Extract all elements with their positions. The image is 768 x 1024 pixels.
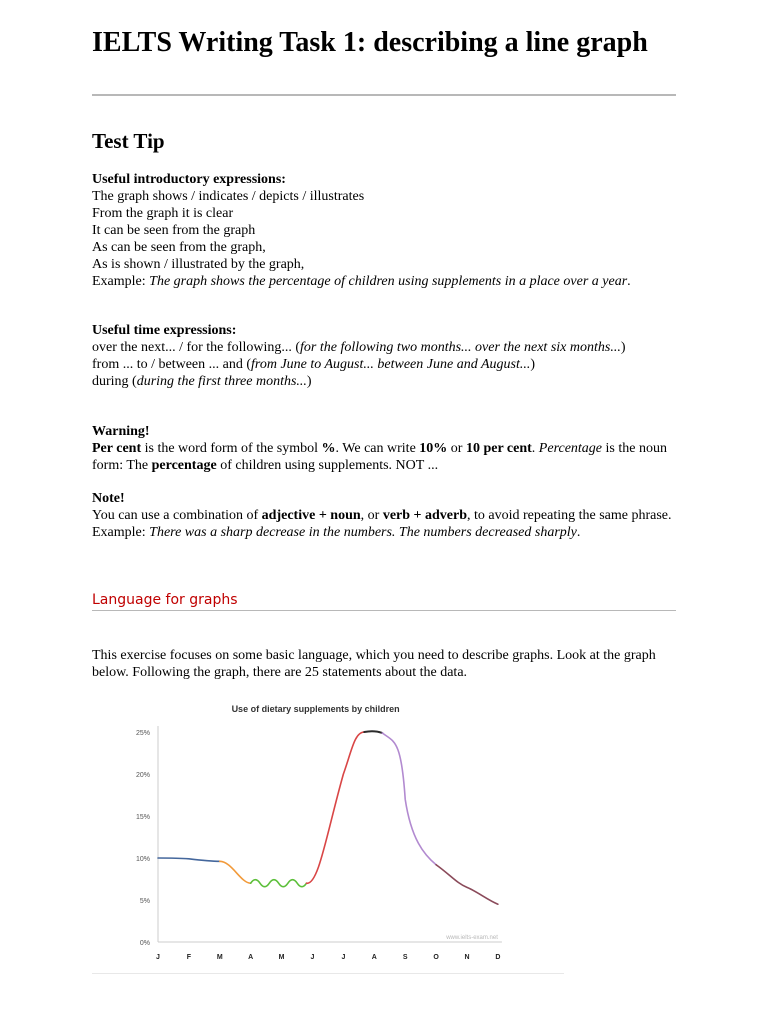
time-line: from ... to / between ... and (from June to August... between June and August...)	[92, 357, 536, 372]
warning-block	[92, 423, 676, 474]
x-tick-label: F	[186, 954, 192, 961]
time-line: during (during the first three months...)	[92, 374, 312, 389]
x-tick-label: J	[310, 954, 315, 961]
series-line-segment	[251, 880, 307, 887]
series-line-segment	[436, 865, 498, 904]
x-tick-label: A	[248, 954, 254, 961]
x-tick-label: J	[156, 954, 160, 961]
title-divider	[92, 94, 676, 96]
intro-example: Example: The graph shows the percentage of children using supplements in a place over a year.	[92, 274, 631, 289]
note-example: Example: There was a sharp decrease in the numbers. The numbers decreased sharply.	[92, 525, 581, 540]
x-tick-label: S	[402, 954, 408, 961]
y-tick-label: 0%	[139, 940, 150, 947]
note-block	[92, 490, 676, 541]
page-title: IELTS Writing Task 1: describing a line graph	[92, 27, 648, 58]
chart-watermark: www.ielts-exam.net	[446, 935, 498, 941]
note-text: You can use a combination of adjective + noun, or verb + adverb, to avoid repeating the same phrase.	[92, 508, 672, 523]
time-expressions	[92, 322, 676, 390]
intro-line: It can be seen from the graph	[92, 223, 256, 238]
x-tick-label: J	[341, 954, 346, 961]
x-tick-label: O	[433, 954, 439, 961]
y-tick-label: 5%	[139, 898, 150, 905]
exercise-intro: This exercise focuses on some basic language, which you need to describe graphs. Look at the graph below. Following the graph, there are 25 statements about the data.	[92, 648, 656, 680]
warning-text: Per cent is the word form of the symbol %. We can write 10% or 10 per cent. Percentage is the noun form: The percentage of children using supplements. NOT ...	[92, 441, 667, 473]
y-tick-label: 20%	[135, 772, 150, 779]
y-tick-label: 15%	[135, 814, 150, 821]
language-section-heading: Language for graphs	[92, 592, 238, 608]
note-heading: Note!	[92, 491, 125, 506]
test-tip-heading: Test Tip	[92, 129, 165, 153]
intro-line: As can be seen from the graph,	[92, 240, 266, 255]
time-heading: Useful time expressions:	[92, 323, 237, 338]
line-chart-svg	[92, 696, 564, 972]
x-tick-label: N	[464, 954, 470, 961]
series-line-segment	[382, 733, 436, 865]
intro-line: From the graph it is clear	[92, 206, 234, 221]
intro-expressions	[92, 171, 676, 290]
chart-title: Use of dietary supplements by children	[231, 704, 400, 714]
intro-heading: Useful introductory expressions:	[92, 172, 286, 187]
x-tick-label: D	[495, 954, 501, 961]
series-line-segment	[364, 731, 382, 733]
y-tick-label: 25%	[135, 730, 150, 737]
y-tick-label: 10%	[135, 856, 150, 863]
series-line-segment	[307, 732, 365, 883]
time-line: over the next... / for the following... (for the following two months... over the next six months...)	[92, 340, 626, 355]
warning-heading: Warning!	[92, 424, 150, 439]
series-line-segment	[158, 858, 220, 861]
intro-line: As is shown / illustrated by the graph,	[92, 257, 305, 272]
x-tick-label: M	[278, 954, 285, 961]
intro-line: The graph shows / indicates / depicts / illustrates	[92, 189, 365, 204]
figure-bottom-border	[92, 973, 564, 974]
x-tick-label: M	[216, 954, 223, 961]
x-tick-label: A	[371, 954, 377, 961]
section-divider	[92, 610, 676, 611]
series-line-segment	[220, 861, 251, 883]
line-chart	[92, 696, 564, 972]
